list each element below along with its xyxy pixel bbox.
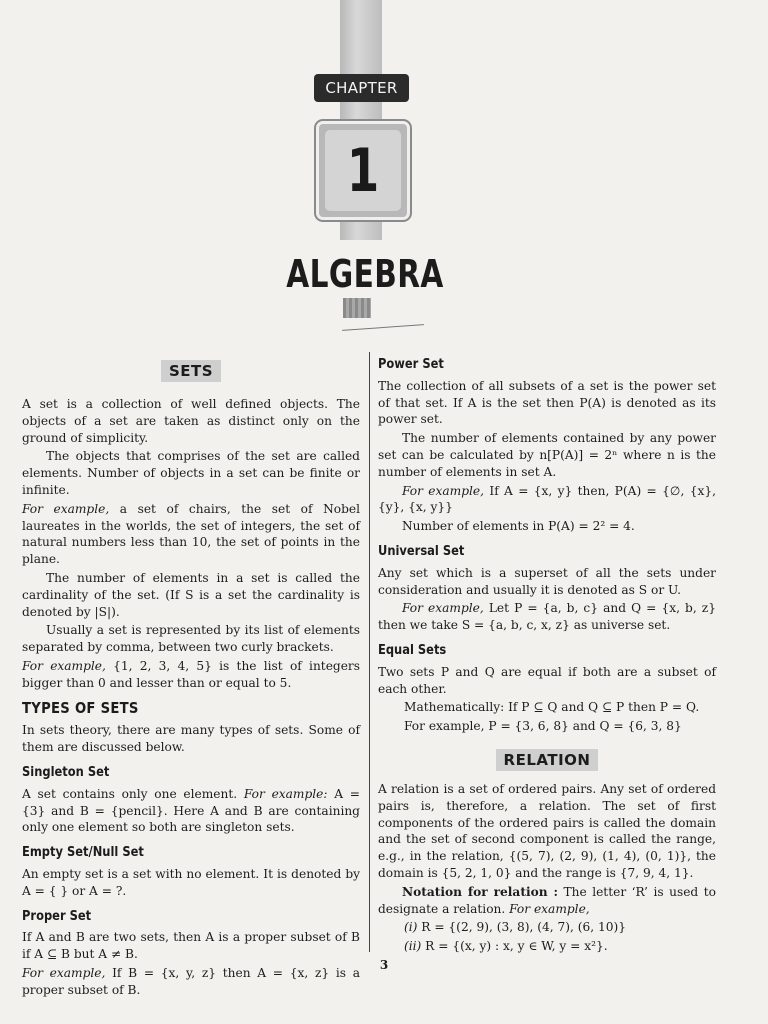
- chapter-number-box: [316, 121, 410, 220]
- relation-item-i: [378, 919, 716, 936]
- power-set-count: Number of elements in P(A) = 2² = 4.: [402, 519, 635, 534]
- singleton-text-a: A set contains only one element.: [22, 786, 244, 801]
- sets-paragraph-3: [22, 501, 360, 568]
- equal-sets-heading: Equal Sets: [378, 641, 447, 658]
- types-of-sets-heading: TYPES OF SETS: [22, 698, 139, 717]
- sets-paragraph-1: A set is a collection of well defined objects. The objects of a set are taken as distinct only on the ground of simplicity.: [22, 397, 360, 445]
- item-text: R = {(2, 9), (3, 8), (4, 7), (6, 10)}: [417, 920, 627, 935]
- example-lead: For example,: [22, 658, 106, 673]
- power-set-heading: Power Set: [378, 356, 444, 372]
- example-lead: For example:: [243, 786, 328, 801]
- chapter-number: 1: [346, 135, 380, 206]
- example-text: Let P = {a, b, c} and Q = {x, b, z} then we take S = {a, b, c, x, z} as universe set.: [378, 601, 716, 633]
- universal-set-heading: Universal Set: [378, 542, 465, 559]
- empty-set-text: An empty set is a set with no element. It is denoted by A = { } or A = ?.: [22, 866, 360, 898]
- example-lead: For example,: [22, 501, 110, 516]
- item-label: (i): [404, 920, 418, 935]
- section-badge-sets: SETS: [161, 360, 221, 382]
- notation-text: The letter ‘R’ is used to designate a relation.: [378, 884, 716, 916]
- sets-paragraph-2: The objects that comprises of the set are called elements. Number of objects in a set can be finite or infinite.: [22, 449, 360, 497]
- chapter-title: ALGEBRA: [286, 252, 444, 296]
- relation-text: A relation is a set of ordered pairs. Any set of ordered pairs is, therefore, a relation. The set of first components of the ordered pairs is called the domain and the set of second component is called the range, e.g., in the relation, {(5, 7), (2, 9), (1, 4), (0, 1)}, the domain is {5, 2, 1, 0} and the range is {7, 9, 4, 1}.: [378, 781, 716, 880]
- power-set-example: [378, 483, 716, 517]
- left-column: [22, 356, 360, 1001]
- item-text: R = {(x, y) : x, y ∈ W, y = x²}.: [421, 939, 608, 954]
- example-lead: For example,: [509, 901, 590, 916]
- power-set-text-1: The collection of all subsets of a set is the power set of that set. If A is the set then P(A) is denoted as its power set.: [378, 378, 716, 427]
- chapter-label: CHAPTER: [314, 74, 409, 102]
- proper-set-text: If A and B are two sets, then A is a proper subset of B if A ⊆ B but A ≠ B.: [22, 930, 360, 962]
- example-lead: For example,: [402, 601, 484, 616]
- title-decoration-bar: [343, 298, 371, 318]
- relation-notation: [378, 884, 716, 918]
- example-text: {1, 2, 3, 4, 5} is the list of integers bigger than 0 and lesser than or equal to 5.: [22, 658, 361, 690]
- section-badge-relation: RELATION: [496, 749, 599, 771]
- equal-sets-example: For example, P = {3, 6, 8} and Q = {6, 3, 8}: [404, 719, 682, 734]
- sets-paragraph-5: Usually a set is represented by its list of elements separated by comma, between two curly brackets.: [22, 623, 360, 655]
- relation-item-ii: [378, 938, 716, 955]
- equal-sets-text: Two sets P and Q are equal if both are a subset of each other.: [378, 664, 716, 696]
- right-column: [378, 356, 716, 957]
- universal-set-text: Any set which is a superset of all the sets under consideration and usually it is denoted as S or U.: [378, 565, 716, 597]
- sets-paragraph-4: The number of elements in a set is called the cardinality of the set. (If S is a set the cardinality is denoted by |S|).: [22, 570, 360, 619]
- empty-set-heading: Empty Set/Null Set: [22, 844, 144, 861]
- types-of-sets-text: In sets theory, there are many types of sets. Some of them are discussed below.: [22, 723, 360, 755]
- example-lead: For example,: [22, 965, 106, 980]
- title-rule: [342, 324, 424, 331]
- page-number: 3: [379, 958, 389, 972]
- example-text: If A = {x, y} then, P(A) = {∅, {x}, {y}, {x, y}}: [378, 483, 716, 515]
- universal-set-example: [378, 600, 716, 634]
- proper-set-heading: Proper Set: [22, 907, 92, 924]
- example-text: If B = {x, y, z} then A = {x, z} is a proper subset of B.: [22, 965, 360, 997]
- example-text: a set of chairs, the set of Nobel laureates in the worlds, the set of integers, the set of natural numbers less than 10, the set of points in the plane.: [22, 501, 360, 567]
- notation-lead: Notation for relation :: [402, 884, 558, 899]
- example-lead: For example,: [402, 483, 485, 498]
- power-set-text-2: The number of elements contained by any power set can be calculated by n[P(A)] = 2ⁿ where n is the number of elements in set A.: [378, 431, 716, 479]
- singleton-set-text: [22, 786, 360, 836]
- item-label: (ii): [404, 939, 422, 954]
- equal-sets-math: Mathematically: If P ⊆ Q and Q ⊆ P then P = Q.: [404, 700, 700, 715]
- singleton-text-b: A = {3} and B = {pencil}. Here A and B are containing only one element so both are singleton sets.: [22, 786, 360, 835]
- column-divider: [369, 352, 370, 952]
- sets-paragraph-6: [22, 658, 360, 692]
- singleton-set-heading: Singleton Set: [22, 763, 110, 780]
